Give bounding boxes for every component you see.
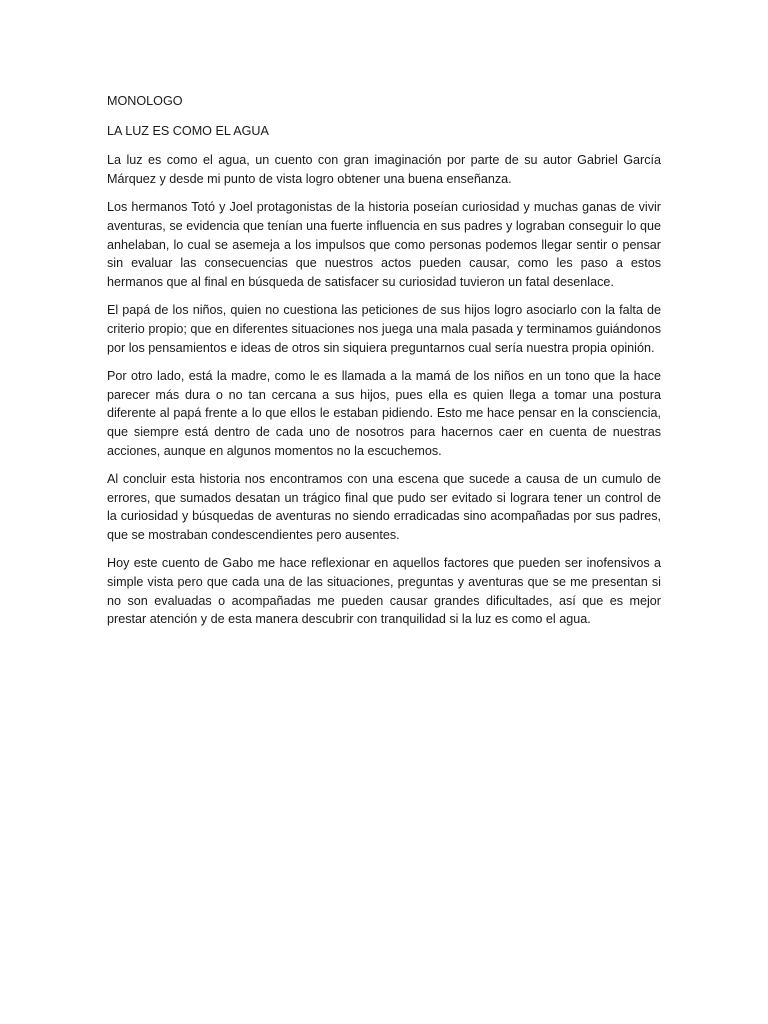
paragraph-mother: Por otro lado, está la madre, como le es llamada a la mamá de los niños en un tono que la hace parecer más dura o no tan cercana a sus hijos, pues ella es quien llega a tomar una postura diferente al papá frente a lo que ellos le estaban pidiendo. Esto me hace pensar en la consciencia, que siempre está dentro de cada uno de nosotros para hacernos caer en cuenta de nuestras acciones, aunque en algunos momentos no la escuchemos.: [107, 369, 661, 458]
document-heading: MONOLOGO: [107, 94, 183, 108]
paragraph-conclusion: Al concluir esta historia nos encontramos con una escena que sucede a causa de un cumulo de errores, que sumados desatan un trágico final que pudo ser evitado si lograra tener un control de la curiosidad y búsquedas de aventuras no siendo erradicadas sino acompañadas por sus padres, que se mostraban condescendientes pero ausentes.: [107, 472, 661, 542]
paragraph-intro: La luz es como el agua, un cuento con gran imaginación por parte de su autor Gabriel García Márquez y desde mi punto de vista logro obtener una buena enseñanza.: [107, 153, 661, 186]
paragraph-brothers: Los hermanos Totó y Joel protagonistas de la historia poseían curiosidad y muchas ganas de vivir aventuras, se evidencia que tenían una fuerte influencia en sus padres y lograban conseguir lo que anhelaban, lo cual se asemeja a los impulsos que como personas podemos llegar sentir o pensar sin evaluar las consecuencias que nuestros actos pueden causar, como les paso a estos hermanos que al final en búsqueda de satisfacer su curiosidad tuvieron un fatal desenlace.: [107, 200, 661, 289]
document-title: LA LUZ ES COMO EL AGUA: [107, 123, 269, 138]
document-body: [107, 92, 661, 639]
paragraph-father: El papá de los niños, quien no cuestiona las peticiones de sus hijos logro asociarlo con la falta de criterio propio; que en diferentes situaciones nos juega una mala pasada y terminamos guiándonos por los pensamientos e ideas de otros sin siquiera preguntarnos cual sería nuestra propia opinión.: [107, 303, 661, 355]
paragraph-reflection: Hoy este cuento de Gabo me hace reflexionar en aquellos factores que pueden ser inofensivos a simple vista pero que cada una de las situaciones, preguntas y aventuras que se me presentan si no son evaluadas o acompañadas me pueden causar grandes dificultades, así que es mejor prestar atención y de esta manera descubrir con tranquilidad si la luz es como el agua.: [107, 556, 661, 627]
